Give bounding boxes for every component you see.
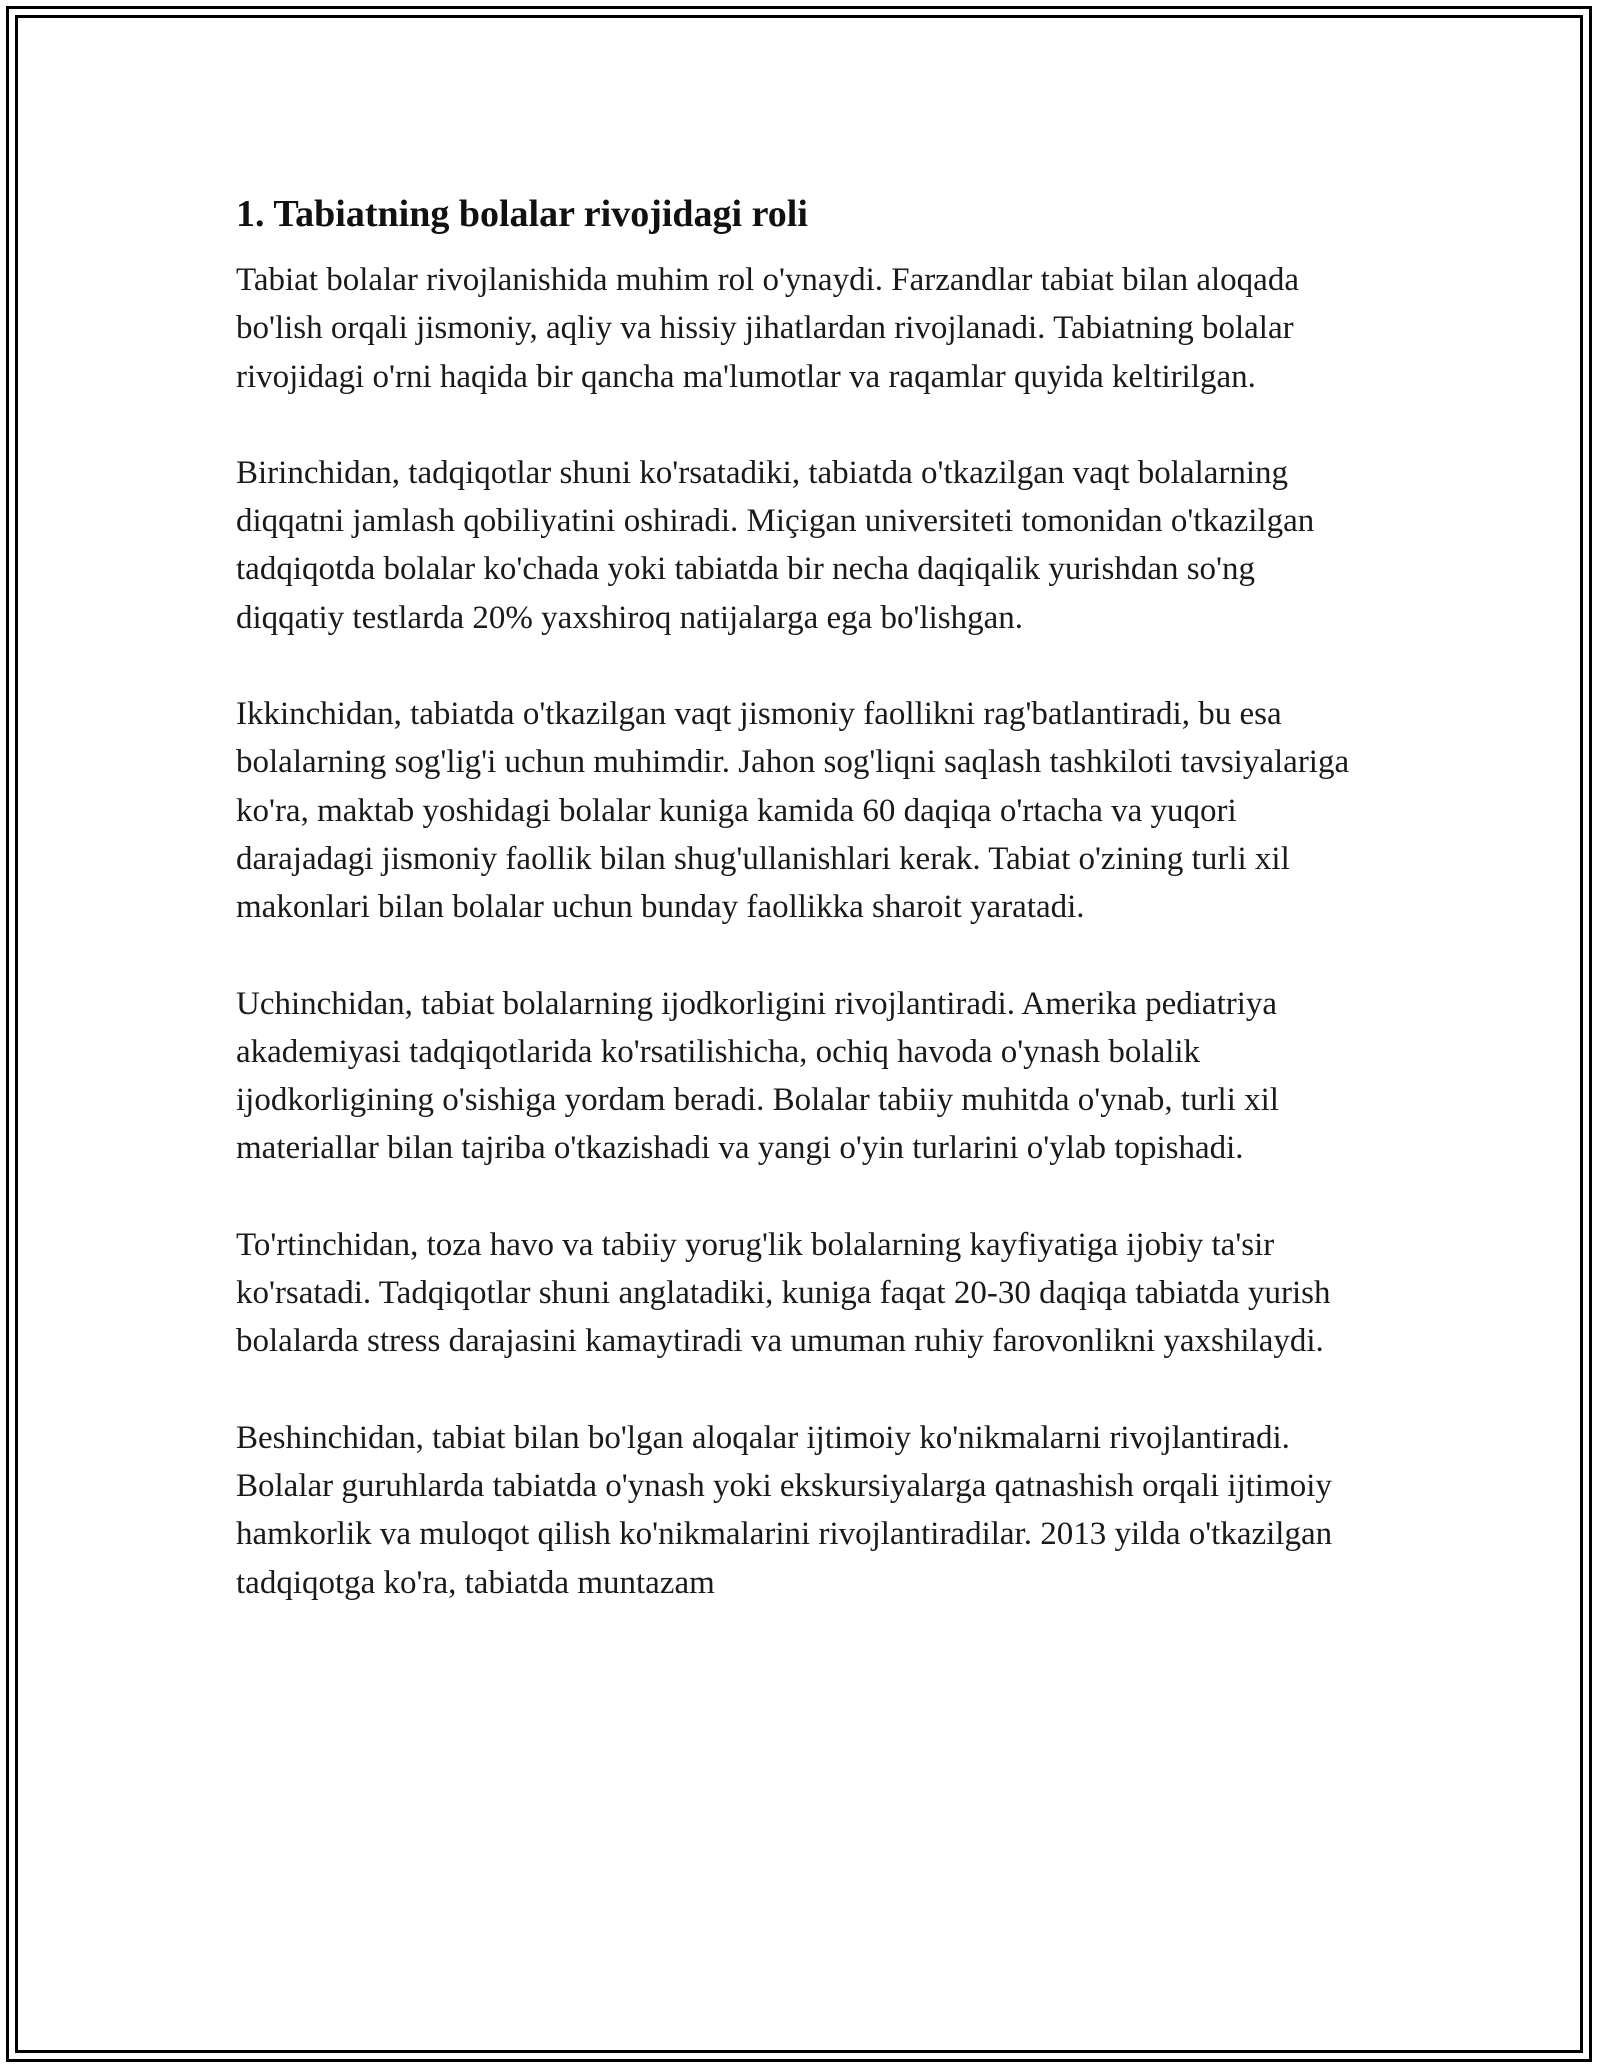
document-body [236,186,1356,1607]
paragraph-fifth: Beshinchidan, tabiat bilan bo'lgan aloqalar ijtimoiy ko'nikmalarni rivojlantiradi. Bolalar guruhlarda tabiatda o'ynash yoki ekskursiyalarga qatnashish orqali ijtimoiy hamkorlik va muloqot qilish ko'nikmalarini rivojlantiradilar. 2013 yilda o'tkazilgan tadqiqotga ko'ra, tabiatda muntazam [236,1419,1333,1601]
section-heading: 1. Tabiatning bolalar rivojidagi roli [236,193,808,235]
paragraph-fourth: To'rtinchidan, toza havo va tabiiy yorug'lik bolalarning kayfiyatiga ijobiy ta'sir ko'rsatadi. Tadqiqotlar shuni anglatadiki, kuniga faqat 20-30 daqiqa tabiatda yurish bolalarda stress darajasini kamaytiradi va umuman ruhiy farovonlikni yaxshilaydi. [236,1226,1331,1360]
paragraph-first: Birinchidan, tadqiqotlar shuni ko'rsatadiki, tabiatda o'tkazilgan vaqt bolalarning diqqatni jamlash qobiliyatini oshiradi. Miçigan universiteti tomonidan o'tkazilgan tadqiqotda bolalar ko'chada yoki tabiatda bir necha daqiqalik yurishdan so'ng diqqatiy testlarda 20% yaxshiroq natijalarga ega bo'lishgan. [236,454,1315,636]
paragraph-third: Uchinchidan, tabiat bolalarning ijodkorligini rivojlantiradi. Amerika pediatriya akademiyasi tadqiqotlarida ko'rsatilishicha, ochiq havoda o'ynash bolalik ijodkorligining o'sishiga yordam beradi. Bolalar tabiiy muhitda o'ynab, turli xil materiallar bilan tajriba o'tkazishadi va yangi o'yin turlarini o'ylab topishadi. [236,985,1279,1167]
paragraph-intro: Tabiat bolalar rivojlanishida muhim rol o'ynaydi. Farzandlar tabiat bilan aloqada bo'lish orqali jismoniy, aqliy va hissiy jihatlardan rivojlanadi. Tabiatning bolalar rivojidagi o'rni haqida bir qancha ma'lumotlar va raqamlar quyida keltirilgan. [236,262,1299,395]
paragraph-second: Ikkinchidan, tabiatda o'tkazilgan vaqt jismoniy faollikni rag'batlantiradi, bu esa bolalarning sog'lig'i uchun muhimdir. Jahon sog'liqni saqlash tashkiloti tavsiyalariga ko'ra, maktab yoshidagi bolalar kuniga kamida 60 daqiqa o'rtacha va yuqori darajadagi jismoniy faollik bilan shug'ullanishlari kerak. Tabiat o'zining turli xil makonlari bilan bolalar uchun bunday faollikka sharoit yaratadi. [236,696,1350,926]
